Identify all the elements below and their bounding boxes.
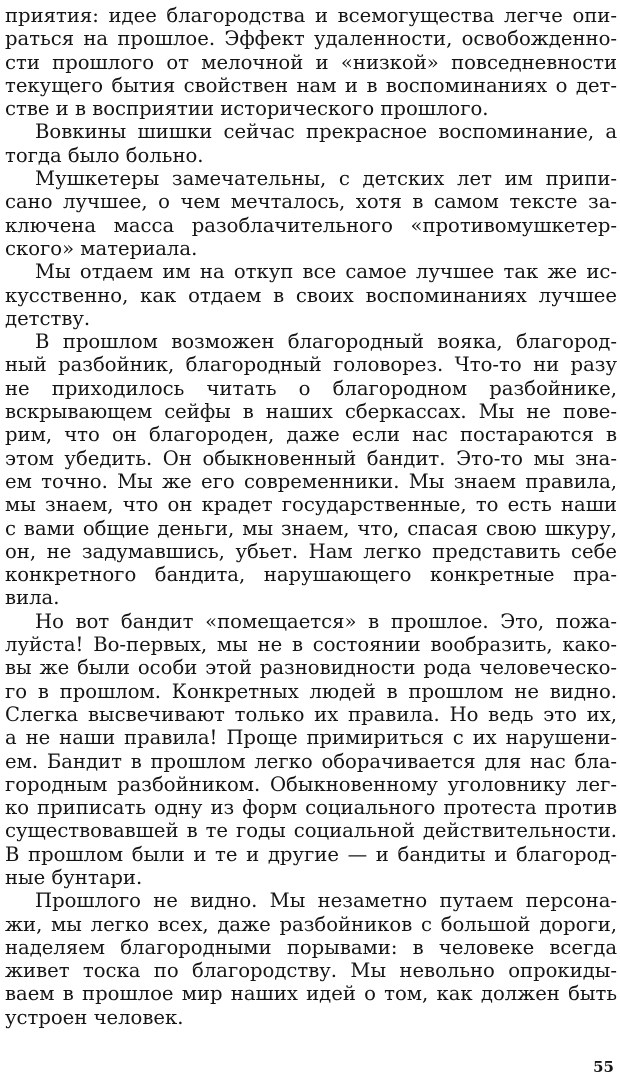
text-line: ского» материала. xyxy=(5,236,198,260)
text-line: тогда было больно. xyxy=(5,143,204,167)
text-line: кусственно, как отдаем в своих воспоминаниях лучшее xyxy=(5,283,617,307)
text-line: луйста! Во-первых, мы не в состоянии вообразить, како- xyxy=(5,633,617,657)
text-line: ключена масса разоблачительного «противомушкетер- xyxy=(5,213,617,237)
text-line: жи, мы легко всех, даже разбойников с большой дороги, xyxy=(5,912,617,936)
text-line: стве и в восприятии исторического прошлого. xyxy=(5,97,489,121)
text-line: ем. Бандит в прошлом легко оборачивается для нас бла- xyxy=(5,749,617,773)
text-line: с вами общие деньги, мы знаем, что, спасая свою шкуру, xyxy=(5,516,617,540)
text-line: сано лучшее, о чем мечталось, хотя в самом тексте за- xyxy=(5,190,617,214)
text-line: В прошлом были и те и другие — и бандиты и благород- xyxy=(5,842,617,866)
text-line: вскрывающем сейфы в наших сберкассах. Мы не пове- xyxy=(5,400,617,424)
text-line: существовавшей в те годы социальной действительности. xyxy=(5,819,617,843)
page-text xyxy=(5,4,617,1029)
paragraph xyxy=(5,167,617,260)
text-line: ем точно. Мы же его современники. Мы знаем правила, xyxy=(5,469,617,493)
text-line: он, не задумавшись, убьет. Нам легко представить себе xyxy=(5,539,617,563)
text-line: городным разбойником. Обыкновенному уголовнику лег- xyxy=(5,772,617,796)
text-line: вила. xyxy=(5,586,60,610)
text-line: Но вот бандит «помещается» в прошлое. Это, пожа- xyxy=(35,609,617,633)
paragraph xyxy=(5,330,617,610)
text-line: сти прошлого от мелочной и «низкой» повседневности xyxy=(5,50,617,74)
text-line: вы же были особи этой разновидности рода человеческо- xyxy=(5,656,617,680)
text-line: В прошлом возможен благородный вояка, благород- xyxy=(35,330,617,354)
text-line: мы знаем, что он крадет государственные, то есть наши xyxy=(5,493,617,517)
page-number: 55 xyxy=(593,1058,614,1076)
paragraph xyxy=(5,4,617,120)
text-line: ные бунтари. xyxy=(5,865,143,889)
text-line: ко приписать одну из форм социального протеста против xyxy=(5,796,617,820)
text-line: Прошлого не видно. Мы незаметно путаем персона- xyxy=(35,889,617,913)
text-line: конкретного бандита, нарушающего конкретные пра- xyxy=(5,563,617,587)
paragraph xyxy=(5,610,617,890)
text-line: живет тоска по благородству. Мы невольно опрокиды- xyxy=(5,959,617,983)
text-line: детству. xyxy=(5,306,91,330)
text-line: устроен человек. xyxy=(5,1005,184,1029)
text-line: раться на прошлое. Эффект удаленности, освобожденно- xyxy=(5,27,617,51)
text-line: текущего бытия свойствен нам и в воспоминаниях о дет- xyxy=(5,73,617,97)
text-line: го в прошлом. Конкретных людей в прошлом не видно. xyxy=(5,679,617,703)
paragraph xyxy=(5,260,617,330)
text-line: рим, что он благороден, даже если нас постараются в xyxy=(5,423,617,447)
text-line: а не наши правила! Проще примириться с их нарушени- xyxy=(5,726,617,750)
paragraph xyxy=(5,120,617,167)
text-line: не приходилось читать о благородном разбойнике, xyxy=(5,376,617,400)
paragraph xyxy=(5,889,617,1029)
text-line: Мы отдаем им на откуп все самое лучшее так же ис- xyxy=(35,260,617,284)
text-line: Мушкетеры замечательны, с детских лет им припи- xyxy=(35,167,617,191)
text-line: ный разбойник, благородный головорез. Что-то ни разу xyxy=(5,353,617,377)
text-line: Слегка высвечивают только их правила. Но ведь это их, xyxy=(5,702,617,726)
text-line: этом убедить. Он обыкновенный бандит. Это-то мы зна- xyxy=(5,446,617,470)
text-line: Вовкины шишки сейчас прекрасное воспоминание, а xyxy=(35,120,617,144)
text-line: ваем в прошлое мир наших идей о том, как должен быть xyxy=(5,982,617,1006)
text-line: наделяем благородными порывами: в человеке всегда xyxy=(5,935,617,959)
text-line: приятия: идее благородства и всемогущества легче опи- xyxy=(5,4,617,27)
